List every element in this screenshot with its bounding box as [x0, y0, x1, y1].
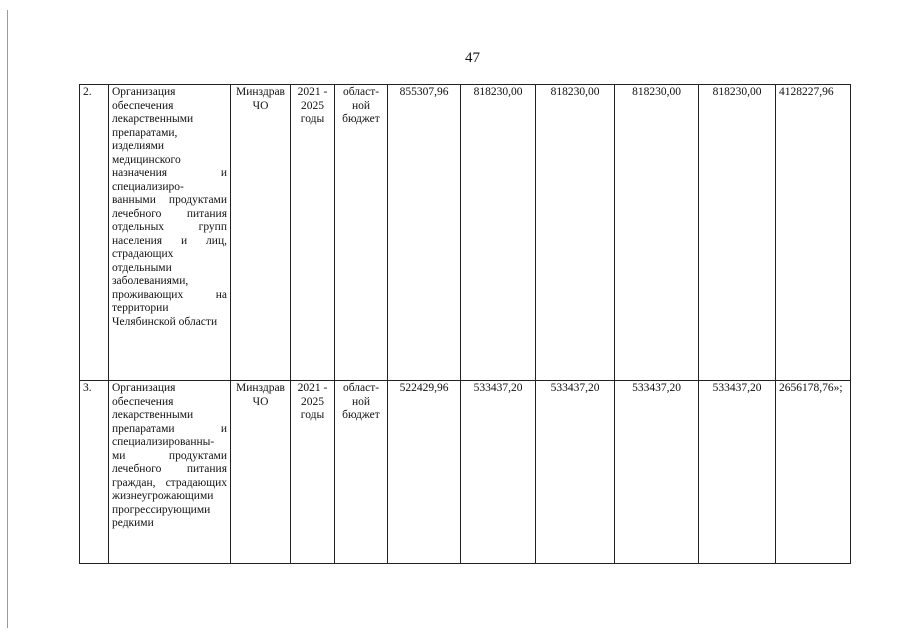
total-cell: 2656178,76»; [776, 381, 851, 564]
period-cell: 2021 - 2025 годы [291, 85, 335, 381]
executor-cell: Минздрав ЧО [231, 381, 291, 564]
total-cell: 4128227,96 [776, 85, 851, 381]
period-cell: 2021 - 2025 годы [291, 381, 335, 564]
value-cell: 533437,20 [536, 381, 615, 564]
row-number: 3. [80, 381, 109, 564]
value-cell: 533437,20 [615, 381, 699, 564]
page-edge-line [7, 10, 8, 628]
value-cell: 533437,20 [461, 381, 536, 564]
activity-name-text: Организация обеспечения лекарственными препаратами, изделиями медицинского назначения и специализиро-ванными продуктами лечебного питания отдельных групп населения и лиц, страдающих отдельными заболеваниями, проживающих на территории Челябинской области [112, 86, 227, 328]
funding-source-cell: област-ной бюджет [335, 85, 388, 381]
value-cell: 818230,00 [699, 85, 776, 381]
funding-source-cell: област-ной бюджет [335, 381, 388, 564]
activity-name [109, 85, 231, 381]
activity-name [109, 381, 231, 564]
activity-name-text: Организация обеспечения лекарственными препаратами и специализированны-ми продуктами лечебного питания граждан, страдающих жизнеугрожающими прогрессирующими редкими [112, 382, 227, 529]
value-cell: 818230,00 [615, 85, 699, 381]
value-cell: 533437,20 [699, 381, 776, 564]
value-cell: 818230,00 [536, 85, 615, 381]
row-number: 2. [80, 85, 109, 381]
value-cell: 522429,96 [388, 381, 461, 564]
executor-cell: Минздрав ЧО [231, 85, 291, 381]
page-number: 47 [465, 50, 480, 66]
table-row [80, 85, 851, 381]
value-cell: 818230,00 [461, 85, 536, 381]
value-cell: 855307,96 [388, 85, 461, 381]
budget-table [79, 84, 851, 564]
table-row [80, 381, 851, 564]
